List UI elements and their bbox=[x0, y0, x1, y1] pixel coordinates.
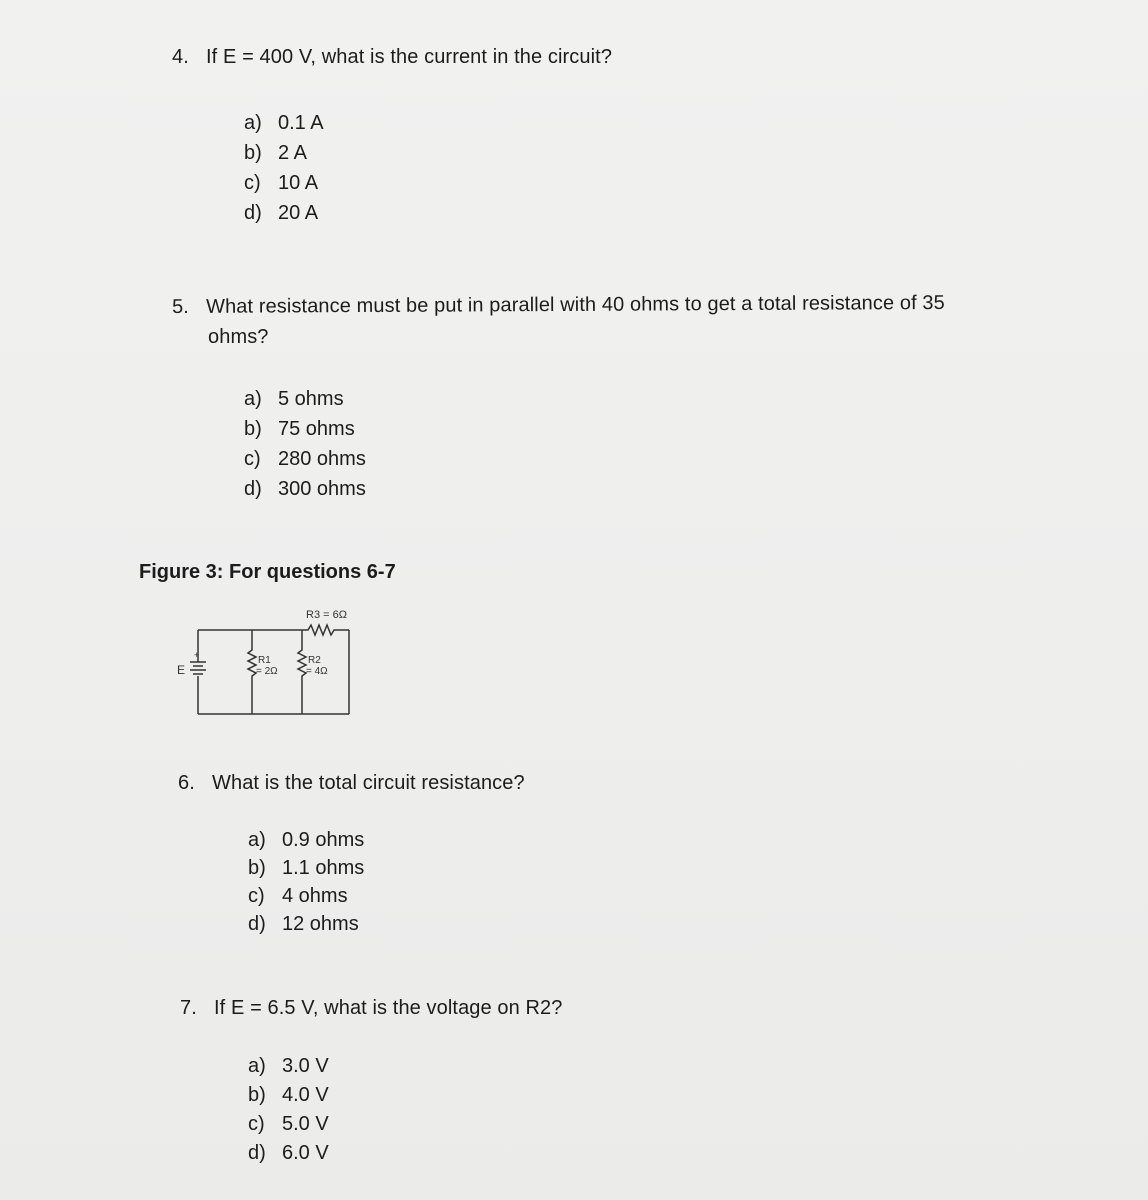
option-b: b) 75 ohms bbox=[244, 418, 355, 440]
question-6 bbox=[178, 772, 525, 795]
r1-resistor bbox=[248, 630, 256, 714]
r1-name: R1 bbox=[258, 655, 271, 666]
option-c: c) 280 ohms bbox=[244, 448, 366, 470]
question-5 bbox=[172, 292, 945, 319]
question-number: 7. bbox=[180, 997, 197, 1019]
source-label: E bbox=[177, 663, 186, 677]
circuit-diagram bbox=[168, 600, 368, 724]
question-5-line2 bbox=[208, 326, 269, 349]
svg-text:+: + bbox=[194, 650, 200, 660]
r2-value: = 4Ω bbox=[306, 666, 328, 677]
option-c: c) 4 ohms bbox=[248, 885, 348, 907]
question-text: If E = 400 V, what is the current in the circuit? bbox=[206, 46, 613, 68]
question-number: 6. bbox=[178, 772, 195, 794]
option-b: b) 1.1 ohms bbox=[248, 857, 365, 879]
question-text: What is the total circuit resistance? bbox=[212, 772, 525, 794]
question-5-options bbox=[244, 384, 366, 504]
option-d: d) 12 ohms bbox=[248, 913, 359, 935]
option-a: a) 0.1 A bbox=[244, 112, 324, 134]
question-6-options bbox=[248, 826, 364, 938]
r2-resistor bbox=[298, 630, 306, 714]
question-4 bbox=[172, 46, 612, 69]
question-7-options bbox=[248, 1052, 329, 1168]
battery-icon bbox=[190, 650, 206, 674]
question-text: If E = 6.5 V, what is the voltage on R2? bbox=[214, 997, 563, 1019]
option-a: a) 0.9 ohms bbox=[248, 829, 365, 851]
option-d: d) 300 ohms bbox=[244, 478, 366, 500]
option-d: d) 20 A bbox=[244, 202, 319, 224]
option-c: c) 10 A bbox=[244, 172, 319, 194]
option-a: a) 5 ohms bbox=[244, 388, 344, 410]
r1-value: = 2Ω bbox=[256, 666, 278, 677]
option-b: b) 2 A bbox=[244, 142, 307, 164]
option-c: c) 5.0 V bbox=[248, 1113, 329, 1135]
question-4-options bbox=[244, 108, 324, 228]
r3-resistor bbox=[198, 625, 349, 635]
r2-name: R2 bbox=[308, 655, 321, 666]
r3-label: R3 = 6Ω bbox=[306, 609, 347, 621]
option-d: d) 6.0 V bbox=[248, 1142, 329, 1164]
question-number: 5. bbox=[172, 295, 190, 318]
question-7 bbox=[180, 997, 562, 1020]
question-text-line1: What resistance must be put in parallel with 40 ohms to get a total resistance of 35 bbox=[205, 291, 945, 318]
option-a: a) 3.0 V bbox=[248, 1055, 329, 1077]
option-b: b) 4.0 V bbox=[248, 1084, 329, 1106]
question-text-line2: ohms? bbox=[208, 326, 269, 348]
question-number: 4. bbox=[172, 46, 189, 68]
figure-caption: Figure 3: For questions 6-7 bbox=[139, 561, 396, 583]
